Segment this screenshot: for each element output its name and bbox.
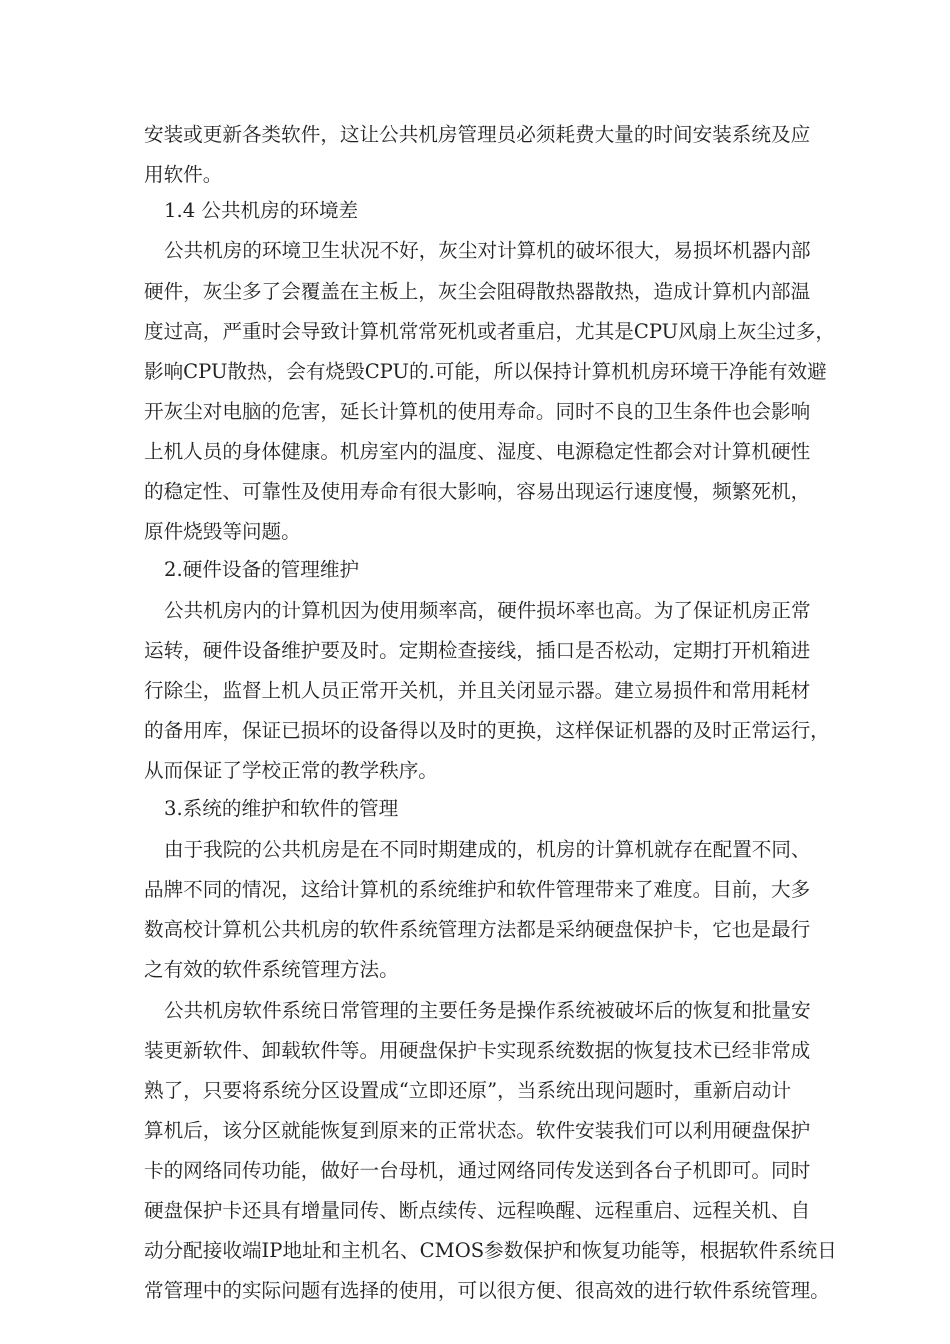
paragraph-line: 动分配接收端IP地址和主机名、CMOS参数保护和恢复功能等，根据软件系统日 — [144, 1239, 837, 1262]
paragraph-line: 度过高，严重时会导致计算机常常死机或者重启，尤其是CPU风扇上灰尘过多， — [144, 320, 835, 343]
paragraph-line: 公共机房软件系统日常管理的主要任务是操作系统被破坏后的恢复和批量安 — [164, 999, 811, 1022]
paragraph-line: 开灰尘对电脑的危害，延长计算机的使用寿命。同时不良的卫生条件也会影响 — [144, 400, 811, 423]
section-heading: 2.硬件设备的管理维护 — [164, 558, 360, 581]
paragraph-line: 之有效的软件系统管理方法。 — [144, 958, 399, 981]
paragraph-line: 的稳定性、可靠性及使用寿命有很大影响，容易出现运行速度慢，频繁死机， — [144, 480, 811, 503]
paragraph-line: 常管理中的实际问题有选择的使用，可以很方便、很高效的进行软件系统管理。 — [144, 1279, 830, 1302]
section-heading: 1.4 公共机房的环境差 — [164, 199, 359, 222]
paragraph-line: 用软件。 — [144, 163, 223, 186]
paragraph-line: 装更新软件、卸载软件等。用硬盘保护卡实现系统数据的恢复技术已经非常成 — [144, 1039, 811, 1062]
paragraph-line: 品牌不同的情况，这给计算机的系统维护和软件管理带来了难度。目前，大多 — [144, 878, 811, 901]
paragraph-line: 由于我院的公共机房是在不同时期建成的，机房的计算机就存在配置不同、 — [164, 838, 811, 861]
paragraph-line: 从而保证了学校正常的教学秩序。 — [144, 759, 438, 782]
paragraph-line: 安装或更新各类软件，这让公共机房管理员必须耗费大量的时间安装系统及应 — [144, 123, 811, 146]
paragraph-line: 公共机房内的计算机因为使用频率高，硬件损坏率也高。为了保证机房正常 — [164, 599, 811, 622]
paragraph-line: 运转，硬件设备维护要及时。定期检查接线，插口是否松动，定期打开机箱进 — [144, 639, 811, 662]
paragraph-line: 数高校计算机公共机房的软件系统管理方法都是采纳硬盘保护卡，它也是最行 — [144, 918, 811, 941]
paragraph-line: 行除尘，监督上机人员正常开关机，并且关闭显示器。建立易损件和常用耗材 — [144, 679, 811, 702]
paragraph-line: 熟了，只要将系统分区设置成“立即还原”，当系统出现问题时，重新启动计 — [144, 1079, 792, 1102]
paragraph-line: 公共机房的环境卫生状况不好，灰尘对计算机的破坏很大，易损坏机器内部 — [164, 239, 811, 262]
paragraph-line: 卡的网络同传功能，做好一台母机，通过网络同传发送到各台子机即可。同时 — [144, 1159, 811, 1182]
paragraph-line: 算机后，该分区就能恢复到原来的正常状态。软件安装我们可以利用硬盘保护 — [144, 1119, 811, 1142]
section-heading: 3.系统的维护和软件的管理 — [164, 797, 399, 820]
paragraph-line: 影响CPU散热，会有烧毁CPU的.可能，所以保持计算机机房环境干净能有效避 — [144, 360, 827, 383]
paragraph-line: 的备用库，保证已损坏的设备得以及时的更换，这样保证机器的及时正常运行， — [144, 719, 830, 742]
paragraph-line: 上机人员的身体健康。机房室内的温度、湿度、电源稳定性都会对计算机硬性 — [144, 440, 811, 463]
paragraph-line: 硬件，灰尘多了会覆盖在主板上，灰尘会阻碍散热器散热，造成计算机内部温 — [144, 280, 811, 303]
paragraph-line: 原件烧毁等问题。 — [144, 520, 301, 543]
paragraph-line: 硬盘保护卡还具有增量同传、断点续传、远程唤醒、远程重启、远程关机、自 — [144, 1199, 811, 1222]
